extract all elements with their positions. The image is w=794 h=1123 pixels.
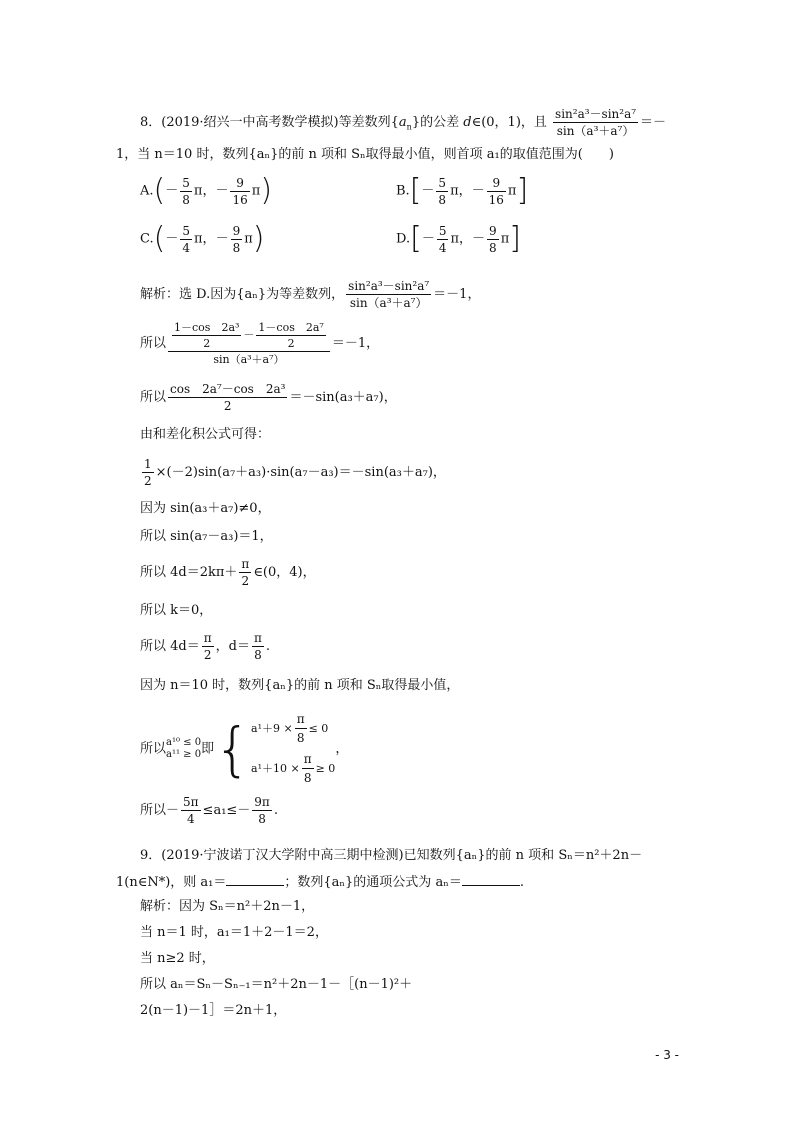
q8-step-11: 所以 a¹⁰ ≤ 0 a¹¹ ≥ 0 即{ a¹＋9 × $\frac{\pi}{8}$ ≤ 0 a¹＋10 × $\frac{\pi}{8}$ ≥ 0 ， (140, 712, 349, 786)
q9-solution-3: 当 n≥2 时， (140, 951, 215, 966)
q8-step-6: 所以 sin(a₇－a₃)＝1， (140, 529, 273, 544)
q8-step-3: 由和差化积公式可得： (140, 427, 271, 442)
q8-option-c: C.(－ $\frac{5}{4}$ π，－ $\frac{9}{8}$ π) (140, 221, 265, 256)
page-number: - 3 - (655, 1048, 679, 1062)
q8-step-8: 所以 k＝0， (140, 603, 213, 618)
q8-option-a: A.(－ $\frac{5}{8}$ π，－ $\frac{9}{16}$ π) (140, 173, 273, 208)
q9-solution-2: 当 n＝1 时，a₁＝1＋2－1＝2， (140, 925, 328, 940)
q8-step-2: 所以 $\frac{\text{cos 2a⁷－cos 2a³}}{2}$ ＝－sin(a₃＋a₇)， (140, 382, 397, 413)
q8-head-text: 8．(2019·绍兴一中高考数学模拟)等差数列{ (140, 115, 399, 130)
q8-step-12: 所以－ $\frac{5\pi}{4}$ ≤a₁≤－ $\frac{9\pi}{8}$ . (140, 795, 278, 826)
q8-step-7: 所以 4d＝2kπ＋ $\frac{\pi}{2}$ ∈(0，4)， (140, 557, 316, 588)
answer-blank-an[interactable] (462, 873, 520, 886)
q9-solution-5: 2(n－1)－1］＝2n＋1， (140, 1003, 287, 1018)
q9-line1: 9．(2019·宁波诺丁汉大学附中高三期中检测)已知数列{aₙ}的前 n 项和 Sₙ＝n²＋2n－ (140, 848, 643, 863)
q8-option-d: D.[－ $\frac{5}{4}$ π，－ $\frac{9}{8}$ π] (396, 221, 521, 256)
answer-blank-a1[interactable] (226, 873, 284, 886)
q8-condition-fraction: $\frac{\text{sin²a³－sin²a⁷}}{\text{sin（a³＋a⁷）}}$ (555, 107, 637, 138)
q9-solution-1: 解析：因为 Sₙ＝n²＋2n－1， (140, 899, 315, 914)
q8-option-b: B.[－ $\frac{5}{8}$ π，－ $\frac{9}{16}$ π] (396, 173, 529, 208)
q8-step-4: $\frac{1}{2}$ ×(－2)sin(a₇＋a₃)·sin(a₇－a₃)＝－sin(a₃＋a₇)， (144, 457, 446, 488)
q9-line2: 1(n∈N*)，则 a₁＝ ；数列{aₙ}的通项公式为 aₙ＝ . (116, 875, 524, 890)
q8-step-9: 所以 4d＝ $\frac{\pi}{2}$ ，d＝ $\frac{\pi}{8}$ . (140, 631, 270, 662)
q8-step-5: 因为 sin(a₃＋a₇)≠0， (140, 501, 271, 516)
q9-solution-4: 所以 aₙ＝Sₙ－Sₙ₋₁＝n²＋2n－1－［(n－1)²＋ (140, 977, 413, 992)
q8-line2: 1，当 n＝10 时，数列{aₙ}的前 n 项和 Sₙ取得最小值，则首项 a₁的取值范围为( ) (116, 147, 614, 162)
q8-solution-intro: 解析：选 D.因为{aₙ}为等差数列， $\frac{\text{sin²a³－sin²a⁷}}{\text{sin（a³＋a⁷）}}$ ＝－1， (140, 279, 481, 310)
q8-header: 8．(2019·绍兴一中高考数学模拟)等差数列$\{a_n\}$的公差 d∈(0，1)，且 $\frac{\text{sin²a³－sin²a⁷}}{\text{sin（a³＋a⁷）}}$ ＝－ (140, 107, 667, 138)
q8-step-1: 所以 $\frac{\text{1－cos 2a³}}{2}$ － $\frac{\text{1－cos 2a⁷}}{2}$ sin（a³＋a⁷） ＝－1， (140, 321, 380, 366)
q8-step-10: 因为 n＝10 时，数列{aₙ}的前 n 项和 Sₙ取得最小值， (140, 678, 460, 693)
